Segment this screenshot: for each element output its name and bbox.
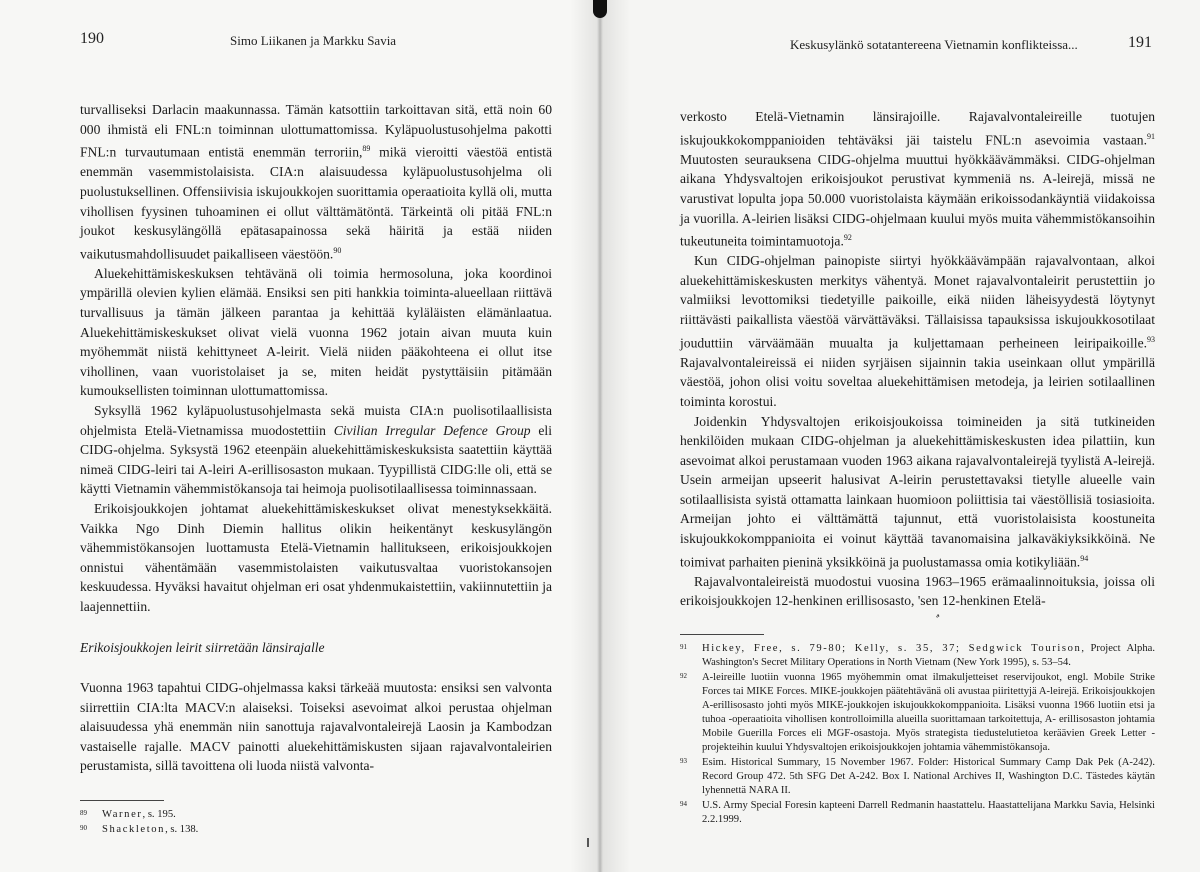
footnote-rule: [80, 800, 164, 801]
footnote-rule: [680, 634, 764, 635]
paragraph: [680, 412, 1155, 572]
footnote-ref[interactable]: 89: [362, 144, 371, 154]
text-run: mikä vieroitti väestöä entistä enemmän vasemmistolaisista. CIA:n alaisuudessa kyläpuolustusohjelma oli puolustuksellinen. Offensiivisia iskujoukkojen suorittamia operaatioita kyllä oli, mutta vihollisen fyysinen tuhoaminen ei ollut välttämätöntä. Tärkeintä oli pitää FNL:n joukot keskusylängöllä epätasapainossa sekä häiritä ja estää niiden vaikutusmahdollisuudet paikalliseen väestöön.: [80, 144, 552, 262]
text-run: Rajavalvontaleireissä ei niiden syrjäisen sijainnin takia useinkaan ollut ympärillä väestöä, johon olisi voitu soveltaa aluekehittämisen metodeja, ja leirien sotilaallinen toiminta korostui.: [680, 354, 1155, 409]
text-run: Rajavalvontaleireistä muodostui vuosina 1963–1965 erämaalinnoituksia, joissa oli erikoisjoukkojen 12-henkinen erillisosasto, 'sen 12-henkinen Etelä-: [680, 573, 1155, 609]
paragraph: [680, 107, 1155, 251]
paragraph: [680, 572, 1155, 611]
footnote-rest: , s. 138.: [165, 824, 199, 835]
footnote-rest: , Project Alpha. Washington's Secret Military Operations in North Vietnam (New York 1995), s. 53–54.: [702, 643, 1155, 668]
footnote-author: Warner: [102, 809, 143, 820]
text-run: Syksyllä 1962 kyläpuolustusohjelmasta sekä muista CIA:n puolisotilaallisista ohjelmista Etelä-Vietnamissa muodostettiin: [80, 402, 552, 438]
footnote-ref[interactable]: 91: [1147, 131, 1155, 141]
paragraph: [80, 401, 552, 499]
text-run: verkosto Etelä-Vietnamin länsirajoille. Rajavalvontaleireille tuotujen iskujoukkokomppanioiden tehtäväksi jäi taistelu FNL:n asevoimia vastaan.: [680, 109, 1155, 148]
text-run: turvalliseksi Darlacin maakunnassa. Tämän katsottiin tarkoittavan sitä, että noin 60 000 ihmistä eli FNL:n toiminnan ulottumattomissa. Kyläpuolustusohjelma pakotti FNL:n turvautumaan entistä enemmän terroriin,: [80, 102, 552, 160]
footnote: [680, 799, 1155, 827]
footnotes-right: [680, 642, 1155, 828]
paragraph: [80, 264, 552, 401]
footnote-author: Hickey, Free, s. 79-80; Kelly, s. 35, 37; Sedgwick Tourison: [702, 643, 1082, 654]
footnote: [680, 671, 1155, 755]
footnote: [80, 823, 552, 837]
page-number-right: 191: [1128, 34, 1152, 51]
text-run: Erikoisjoukkojen johtamat aluekehittämiskeskukset olivat menestyksekkäitä. Vaikka Ngo Dinh Diemin hallitus olikin heikentänyt keskusylängön vähemmistökansojen luottamusta Etelä-Vietnamin hallitukseen, erikoisjoukkojen onnistui vähentämään vasemmistolaisten vaikutusvaltaa vuoristokansojen keskuudessa. Hyväksi havaitut ohjelman eri osat yhdenmukaistettiin, vakiinnutettiin ja laajennettiin.: [80, 500, 552, 614]
footnote: [680, 642, 1155, 670]
footnote-rest: , s. 195.: [142, 809, 176, 820]
footnotes-left: [80, 808, 552, 838]
footnote-number: 90: [80, 824, 87, 832]
footnote-number: 92: [680, 672, 687, 680]
footnote-author: Shackleton: [102, 824, 166, 835]
footnote-ref[interactable]: 93: [1147, 334, 1155, 344]
footnote-text: [702, 642, 1155, 670]
text-run: Joidenkin Yhdysvaltojen erikoisjoukoissa toimineiden ja sitä tutkineiden henkilöiden mukaan CIDG-ohjelman ja aluekehittämiskeskusten idea pilattiin, kun asevoimat alkoi perustamaan vuoden 1963 aikana rajavalvontaleirejä tyylistä A-leirejä. Usein armeijan upseerit halusivat A-leirin perustettavaksi tietylle alueelle vain sotilaallisista syistä ottamatta lainkaan huomioon poliittisia tai väestöllisiä tosiasioita. Armeijan johto ei välttämättä tajunnut, että vuoristolaisista koostuneita iskujoukkokomppanioita ei voinut käyttää tavanomaisina jalkaväkiyksikköinä. Ne toimivat parhaiten pieninä yksikköinä ja puolustamassa omia kotikyliään.: [680, 413, 1155, 570]
paragraph: Vuonna 1963 tapahtui CIDG-ohjelmassa kaksi tärkeää muutosta: ensiksi sen valvonta siirrettiin CIA:lta MACV:n alaiseksi. Toiseksi asevoimat alkoi perustaa ohjelman alaisuudessa yhä enemmän niin sanottuja rajavalvontaleirejä Laosin ja Kambodzan vastaiselle rajalle. MACV painotti aluekehittämiskusten sijaan rajavalvontaleirien perustamista, sillä tavoittena oli luoda niistä valvonta-: [80, 680, 552, 774]
footnote-text: A-leireille luotiin vuonna 1965 myöhemmin omat ilmakuljetteiset reservijoukot, engl. Mobile Strike Forces tai MIKE Forces. MIKE-joukkojen päätehtävänä oli avustaa piiritettyjä A-leirejä. Erikoisjoukkojen A-erillisosasto johti myös MIKE-joukkojen iskujoukkokomppanioita. Lisäksi vuonna 1966 luotiin etsi ja tuhoa -operaatioita vihollisen kontrolloimilla alueilla suorittamaan tarkoitettuja, A- erillisosaston johtamia Mobile Guerilla Forces eli MGF-osastoja. Myös strategista tiedustelutietoa keräävien Greek Letter -projekteihin kuului Yhdysvaltojen erikoisjoukkojen johtamia vähemmistökansoja.: [702, 672, 1155, 753]
footnote: [680, 756, 1155, 798]
body-text-right: [680, 107, 1155, 611]
footnote: [80, 808, 552, 822]
text-run: Kun CIDG-ohjelman painopiste siirtyi hyökkäävämpään rajavalvontaan, alkoi aluekehittämiskeskusten merkitys vähentyä. Monet rajavalvontaleirit perustettiin jo valmiiksi levottomiksi tiedetyille paikoille, eikä niiden läheisyydestä löytynyt riittävästi paikallista väestöä värvättäväksi. Tällaisissa tapauksissa iskujoukkosotilaat jouduttiin värväämään muualta ja kuljettamaan perheineen leiripaikoille.: [680, 253, 1155, 351]
footnote-text: [102, 823, 552, 837]
italic-term: Civilian Irregular Defence Group: [333, 422, 531, 438]
footnote-number: 93: [680, 757, 687, 765]
paragraph: [80, 499, 552, 617]
footnote-ref[interactable]: 90: [333, 245, 342, 255]
text-run: Aluekehittämiskeskuksen tehtävänä oli toimia hermosoluna, joka koordinoi ympärillä olevien kylien elämää. Ensiksi sen piti hankkia toiminta-alueellaan riittävä turvallisuus ja tämän jälkeen parantaa ja kehittää kyläläisten elämänlaatua. Aluekehittämiskeskukset olivat vielä vuonna 1962 jotain aivan muuta kuin myöhemmät niistä kehittyneet A-leirit. Vielä niiden pääkohteena ei ollut itse vihollinen, vaan vuoristolaiset ja se, miten heidät pystyttäisiin pitämään kumouksellisten toiminnan ulottumattomissa.: [80, 265, 552, 399]
body-text-left-after: [80, 678, 552, 776]
section-subheading: Erikoisjoukkojen leirit siirretään länsirajalle: [80, 640, 325, 655]
text-run: eli CIDG-ohjelma. Syksystä 1962 eteenpäin aluekehittämiskeskuksista saatettiin käyttää nimeä CIDG-leiri tai A-leiri A-erillisosaston mukaan. Tyypillistä CIDG:lle oli, että se käytti Vietnamin vähemmistökansoja tai heimoja puolisotilaallisessa toiminnassaan.: [80, 422, 552, 497]
margin-mark: [587, 838, 589, 847]
footnote-text: [102, 808, 552, 822]
footnote-number: 94: [680, 800, 687, 808]
running-head-left: Simo Liikanen ja Markku Savia: [230, 33, 397, 48]
body-text-left: [80, 100, 552, 617]
footnote-text: U.S. Army Special Foresin kapteeni Darrell Redmanin haastattelu. Haastattelijana Markku Savia, Helsinki 2.2.1999.: [702, 800, 1155, 825]
footnote-number: 89: [80, 809, 87, 817]
paragraph: [680, 251, 1155, 411]
footnote-number: 91: [680, 643, 687, 651]
page-number-left: 190: [80, 30, 104, 47]
text-run: Muutosten seurauksena CIDG-ohjelma muuttui hyökkäävämmäksi. CIDG-ohjelman aikana Yhdysvaltojen erikoisjoukot perustivat kymmeniä ns. A-leirejä, missä ne varustivat lopulta jopa 50.000 vuoristolaista käymään erikoissodankäyntiä viidakoissa ja vuorilla. A-leirien lisäksi CIDG-ohjelmaan kuului myös muita vähemmistökansoihin tukeutuneita toimintamuotoja.: [680, 151, 1155, 249]
footnote-ref[interactable]: 94: [1080, 553, 1089, 563]
footnote-ref[interactable]: 92: [843, 233, 852, 243]
running-head-right: Keskusylänkö sotatantereena Vietnamin konflikteissa...: [790, 37, 1078, 52]
right-page: [600, 0, 1200, 872]
paragraph: [80, 100, 552, 264]
footnote-text: Esim. Historical Summary, 15 November 1967. Folder: Historical Summary Camp Dak Pek (A-242). Record Group 472. 5th SFG Det A-242. Box I. National Archives II, Washington D.C. Tästedes käytän lyhennettä NARA II.: [702, 757, 1155, 796]
